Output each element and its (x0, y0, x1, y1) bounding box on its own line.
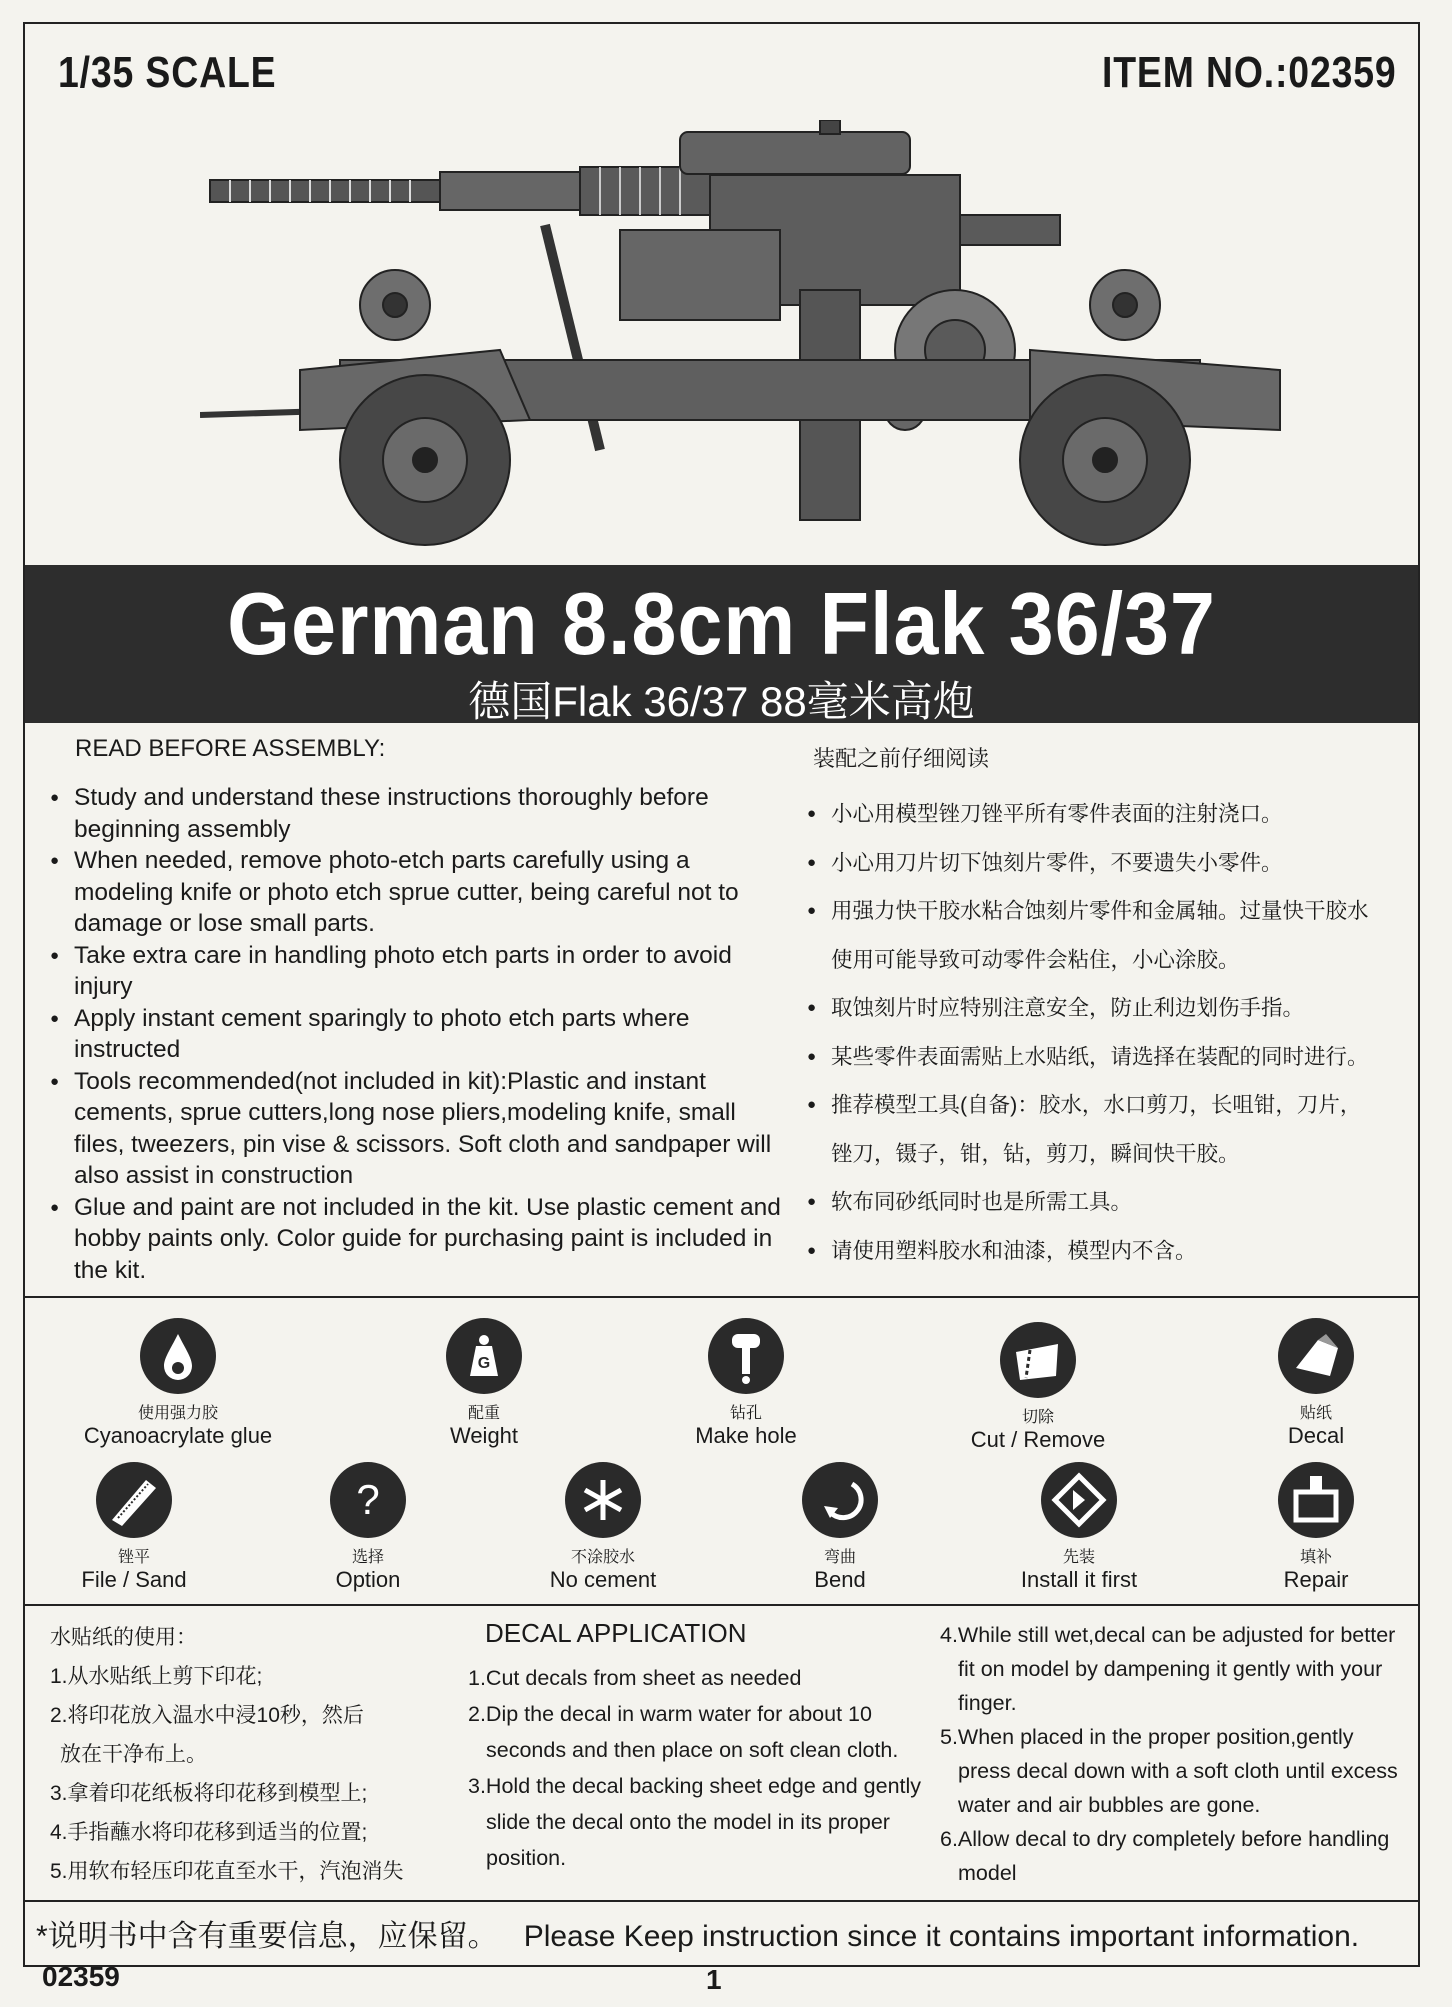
no-cement-icon (565, 1462, 641, 1538)
instruction-zh-item: ● 小心用模型锉刀锉平所有零件表面的注射浇口。 (805, 790, 1405, 839)
file-icon (96, 1462, 172, 1538)
symbol-no-cement: 不涂胶水 No cement (483, 1462, 723, 1593)
symbol-decal: 贴纸 Decal (1196, 1318, 1436, 1449)
divider (25, 1296, 1418, 1298)
instruction-zh-item: ● 请使用塑料胶水和油漆，模型内不含。 (805, 1227, 1405, 1276)
svg-text:?: ? (356, 1476, 380, 1523)
instruction-zh-item: ● 软布同砂纸同时也是所需工具。 (805, 1178, 1405, 1227)
symbol-install-first: 先装 Install it first (959, 1462, 1199, 1593)
svg-text:G: G (477, 1355, 491, 1372)
repair-icon (1278, 1462, 1354, 1538)
weight-icon (446, 1318, 522, 1394)
bend-icon (802, 1462, 878, 1538)
drill-icon (708, 1318, 784, 1394)
decal-icon (1278, 1318, 1354, 1394)
symbol-repair: 填补 Repair (1196, 1462, 1436, 1593)
instruction-zh-cont: 锉刀，镊子，钳，钻，剪刀，瞬间快干胶。 (831, 1141, 1240, 1166)
instruction-en-item: ● Glue and paint are not included in the kit. Use plastic cement and hobby paints only. Color guide for purchasing paint is included in the kit. (48, 1192, 788, 1287)
instruction-zh-item: ● 小心用刀片切下蚀刻片零件，不要遗失小零件。 (805, 839, 1405, 888)
instruction-en-item: ● Tools recommended(not included in kit):Plastic and instant cements, sprue cutters,long nose pliers,modeling knife, small files, tweezers, pin vise & scissors. Soft cloth and sandpaper will also assist in construction (48, 1066, 788, 1192)
symbol-file: 锉平 File / Sand (14, 1462, 254, 1593)
decal-zh-heading: 水贴纸的使用： (50, 1626, 197, 1649)
title-banner (25, 565, 1418, 723)
decal-zh-section: 水贴纸的使用： 1.从水贴纸上剪下印花; 2.将印花放入温水中浸10秒，然后 放在干净布上。 3.拿着印花纸板将印花移到模型上; 4.手指蘸水将印花移到适当的位置; 5.用软布轻压印花直至水干，汽泡消失 (50, 1618, 450, 1891)
instruction-zh-cont: 使用可能导致可动零件会粘住，小心涂胶。 (831, 947, 1240, 972)
option-icon (330, 1462, 406, 1538)
symbol-cut: 切除 Cut / Remove (918, 1322, 1158, 1453)
symbol-drill: 钻孔 Make hole (626, 1318, 866, 1449)
page-number: 1 (706, 1964, 722, 1995)
divider (25, 1900, 1418, 1902)
instruction-en-item: ● Take extra care in handling photo etch parts in order to avoid injury (48, 940, 788, 1003)
read-before-heading-en: READ BEFORE ASSEMBLY: (75, 735, 386, 762)
decal-en-steps-a: 1.Cut decals from sheet as needed 2.Dip the decal in warm water for about 10 seconds and then place on soft clean cloth. 3.Hold the decal backing sheet edge and gently slide the decal onto the model in its proper position. (468, 1666, 922, 1870)
instruction-zh-item: ● 用强力快干胶水粘合蚀刻片零件和金属轴。过量快干胶水 (805, 887, 1405, 936)
flak-gun-illustration (200, 120, 1320, 550)
keep-instruction-note: *说明书中含有重要信息，应保留。 Please Keep instruction since it contains important information. (36, 1920, 1360, 1953)
instruction-en-item: ● Study and understand these instructions thoroughly before beginning assembly (48, 782, 788, 845)
instruction-zh-item: ● 取蚀刻片时应特别注意安全，防止利边划伤手指。 (805, 984, 1405, 1033)
scale-label: 1/35 SCALE (58, 48, 277, 97)
divider (25, 1604, 1418, 1606)
cut-icon (1000, 1322, 1076, 1398)
instructions-en-list (48, 782, 788, 1286)
symbol-glue: 使用强力胶 Cyanoacrylate glue (58, 1318, 298, 1449)
decal-en-heading: DECAL APPLICATION (485, 1618, 747, 1648)
glue-drop-icon (140, 1318, 216, 1394)
title-en: German 8.8cm Flak 36/37 (227, 574, 1216, 673)
title-zh: 德国Flak 36/37 88毫米高炮 (468, 678, 975, 725)
read-before-heading-zh: 装配之前仔细阅读 (813, 746, 990, 771)
symbol-weight: G 配重 Weight (364, 1318, 604, 1449)
item-number: ITEM NO.:02359 (1102, 48, 1397, 97)
install-first-icon (1041, 1462, 1117, 1538)
instruction-en-item: ● When needed, remove photo-etch parts carefully using a modeling knife or photo etch sprue cutter, being careful not to damage or lose small parts. (48, 845, 788, 940)
symbol-bend: 弯曲 Bend (720, 1462, 960, 1593)
instruction-en-item: ● Apply instant cement sparingly to photo etch parts where instructed (48, 1003, 788, 1066)
decal-en-steps-b: 4.While still wet,decal can be adjusted for better fit on model by dampening it gently with your finger. 5.When placed in the proper position,gently press decal down with a soft cloth until excess water and air bubbles are gone. 6.Allow decal to dry completely before handling model (940, 1623, 1398, 1885)
instructions-zh-list (805, 790, 1405, 1275)
symbol-option: ? 选择 Option (248, 1462, 488, 1593)
instruction-zh-item: ● 某些零件表面需贴上水贴纸，请选择在装配的同时进行。 (805, 1033, 1405, 1082)
product-code: 02359 (42, 1961, 120, 1992)
instruction-zh-item: ● 推荐模型工具(自备)：胶水，水口剪刀，长咀钳，刀片， (805, 1081, 1405, 1130)
